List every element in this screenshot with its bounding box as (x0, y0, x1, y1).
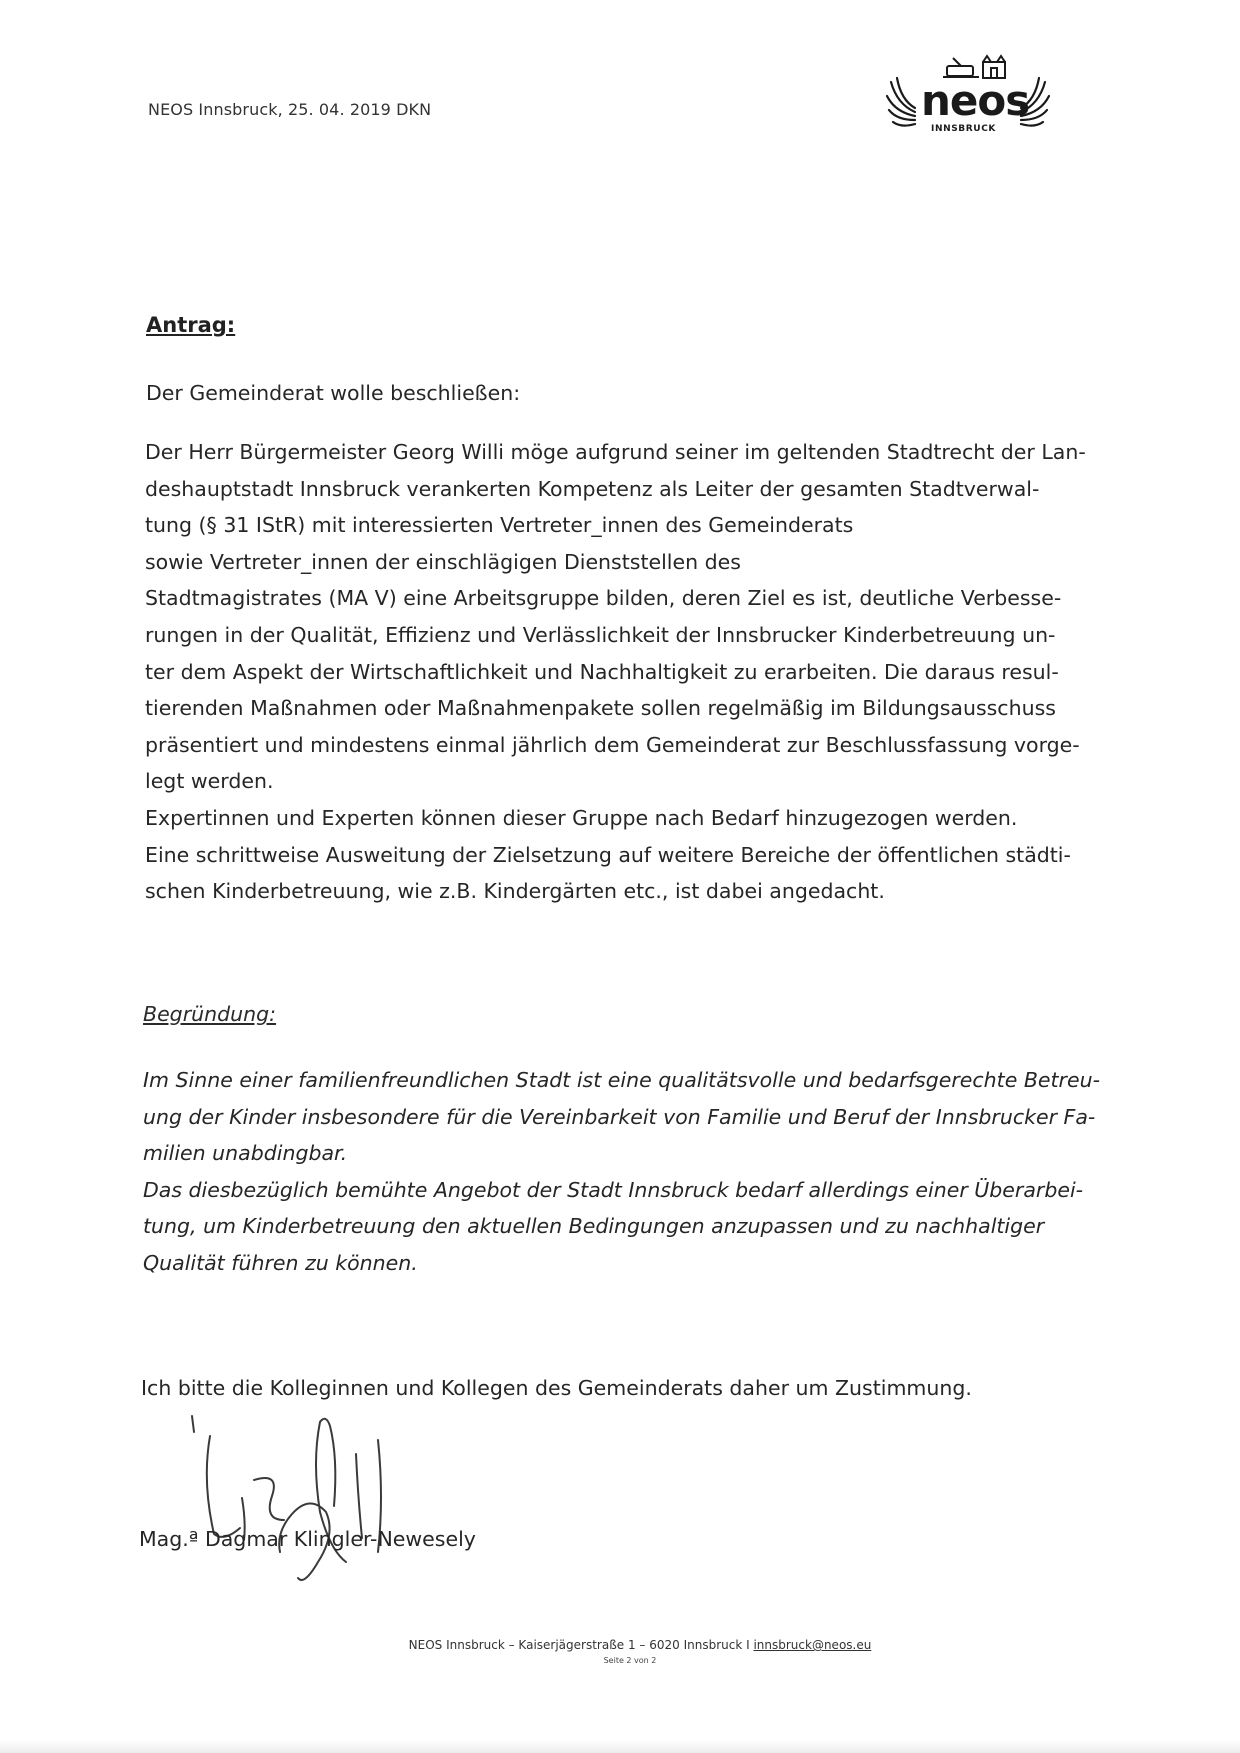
begruendung-text (143, 1062, 1103, 1282)
begruendung-line: Qualität führen zu können. (143, 1250, 418, 1275)
antrag-line: deshauptstadt Innsbruck verankerten Kompetenz als Leiter der gesamten Stadtverwal- (145, 476, 1040, 501)
begruendung-line: tung, um Kinderbetreuung den aktuellen Bedingungen anzupassen und zu nachhaltiger (143, 1214, 1045, 1239)
antrag-line: Stadtmagistrates (MA V) eine Arbeitsgruppe bilden, deren Ziel es ist, deutliche Verbesse- (145, 586, 1062, 611)
signer-name: Mag.ª Dagmar Klingler-Newesely (139, 1527, 476, 1551)
begruendung-line: Im Sinne einer familienfreundlichen Stadt ist eine qualitätsvolle und bedarfsgerechte Betreu- (143, 1068, 1100, 1092)
begruendung-line: Das diesbezüglich bemühte Angebot der Stadt Innsbruck bedarf allerdings einer Überarbei- (143, 1177, 1084, 1202)
antrag-line: Eine schrittweise Ausweitung der Zielsetzung auf weitere Bereiche der öffentlichen städti- (145, 842, 1071, 867)
page-number: Seite 2 von 2 (603, 1656, 657, 1665)
neos-logo (883, 52, 1053, 142)
closing-sentence: Ich bitte die Kolleginnen und Kollegen des Gemeinderats daher um Zustimmung. (141, 1376, 972, 1400)
footer-email-link[interactable]: innsbruck@neos.eu (753, 1638, 872, 1652)
antrag-line: Expertinnen und Experten können dieser Gruppe nach Bedarf hinzugezogen werden. (145, 805, 1018, 830)
antrag-intro: Der Gemeinderat wolle beschließen: (146, 381, 521, 405)
footer (0, 1638, 1240, 1665)
footer-line (0, 1638, 1240, 1652)
footer-address: NEOS Innsbruck – Kaiserjägerstraße 1 – 6020 Innsbruck I (408, 1638, 754, 1652)
begruendung-line: ung der Kinder insbesondere für die Vereinbarkeit von Familie und Beruf der Innsbrucker Fa- (143, 1104, 1096, 1129)
begruendung-heading: Begründung: (143, 1002, 277, 1026)
antrag-line: tung (§ 31 IStR) mit interessierten Vertreter_innen des Gemeinderats (145, 513, 854, 538)
antrag-heading: Antrag: (146, 313, 236, 337)
antrag-line: präsentiert und mindestens einmal jährlich dem Gemeinderat zur Beschlussfassung vorge- (145, 732, 1080, 757)
location-date: NEOS Innsbruck, 25. 04. 2019 DKN (148, 100, 432, 119)
antrag-line: tierenden Maßnahmen oder Maßnahmenpakete sollen regelmäßig im Bildungsausschuss (145, 696, 1056, 721)
scan-edge (0, 1740, 1240, 1753)
antrag-line: sowie Vertreter_innen der einschlägigen Dienststellen des (145, 549, 741, 574)
logo-subtitle: INNSBRUCK (931, 124, 996, 134)
antrag-line: schen Kinderbetreuung, wie z.B. Kindergärten etc., ist dabei angedacht. (145, 879, 885, 904)
antrag-line: ter dem Aspekt der Wirtschaftlichkeit und Nachhaltigkeit zu erarbeiten. Die daraus resul- (145, 659, 1059, 684)
antrag-line: rungen in der Qualität, Effizienz und Verlässlichkeit der Innsbrucker Kinderbetreuung un- (145, 622, 1056, 647)
antrag-text (145, 434, 1105, 910)
logo-wordmark: neos (921, 76, 1030, 125)
handwritten-signature (180, 1402, 440, 1582)
antrag-line: legt werden. (145, 769, 274, 794)
antrag-line: Der Herr Bürgermeister Georg Willi möge aufgrund seiner im geltenden Stadtrecht der Lan- (145, 440, 1086, 464)
begruendung-line: milien unabdingbar. (143, 1141, 348, 1166)
